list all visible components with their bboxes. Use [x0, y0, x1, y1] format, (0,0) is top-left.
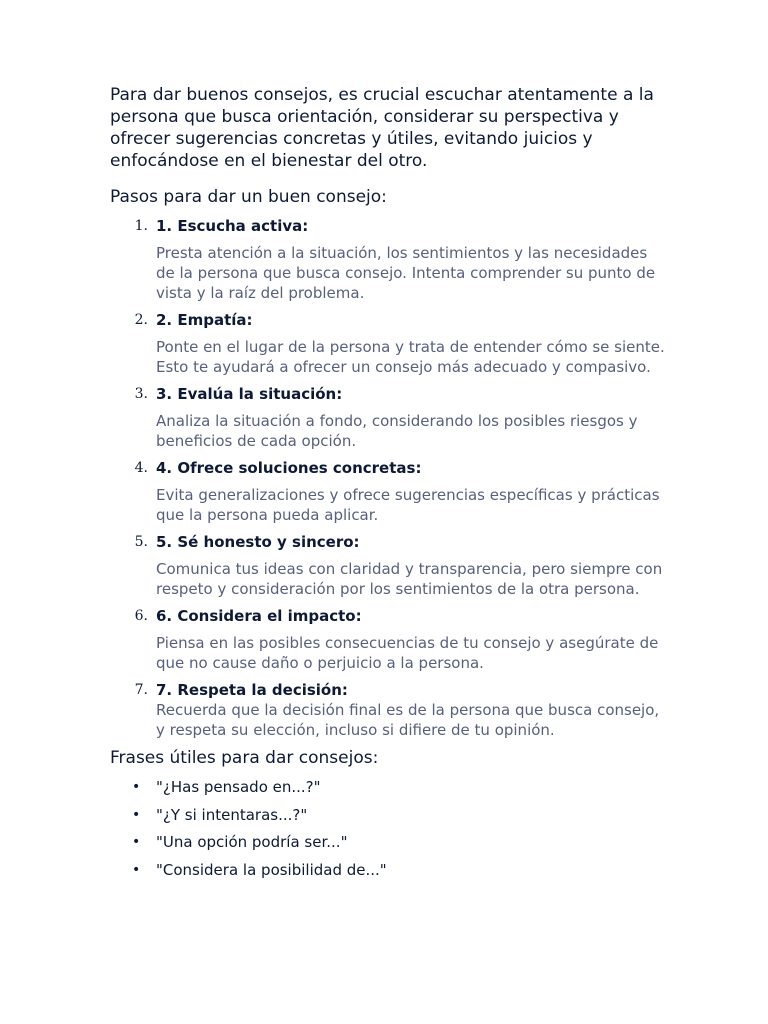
phrase-item [110, 777, 670, 797]
phrase-text: "Una opción podría ser..." [156, 833, 348, 851]
bullet-icon: • [132, 779, 141, 795]
step-item [110, 216, 670, 303]
phrases-list [110, 777, 670, 880]
phrase-item [110, 860, 670, 880]
step-description: Analiza la situación a fondo, considerando los posibles riesgos y beneficios de cada opción. [156, 412, 638, 450]
bullet-icon: • [132, 861, 141, 878]
step-title: 3. Evalúa la situación: [156, 385, 343, 403]
step-title: 7. Respeta la decisión: [156, 681, 348, 699]
step-title: 6. Considera el impacto: [156, 607, 362, 625]
step-description: Comunica tus ideas con claridad y transparencia, pero siempre con respeto y consideración por los sentimientos de la otra persona. [156, 560, 663, 598]
step-description: Piensa en las posibles consecuencias de tu consejo y asegúrate de que no cause daño o perjuicio a la persona. [156, 634, 659, 672]
step-title: 1. Escucha activa: [156, 217, 309, 235]
step-item [110, 458, 670, 525]
phrase-text: "¿Y si intentaras...?" [156, 805, 308, 824]
step-description: Evita generalizaciones y ofrece sugerencias específicas y prácticas que la persona pueda aplicar. [156, 486, 660, 524]
step-description: Recuerda que la decisión final es de la persona que busca consejo, y respeta su elección, incluso si difiere de tu opinión. [156, 701, 660, 739]
steps-heading: Pasos para dar un buen consejo: [110, 187, 387, 207]
bullet-icon: • [132, 806, 141, 823]
step-number: 5. [134, 534, 148, 550]
step-number: 2. [134, 312, 148, 328]
step-number: 7. [134, 682, 148, 698]
step-number: 6. [134, 608, 148, 624]
step-item [110, 606, 670, 673]
step-description: Presta atención a la situación, los sentimientos y las necesidades de la persona que busca consejo. Intenta comprender su punto de vista y la raíz del problema. [156, 244, 656, 302]
intro-paragraph: Para dar buenos consejos, es crucial escuchar atentamente a la persona que busca orientación, considerar su perspectiva y ofrecer sugerencias concretas y útiles, evitando juicios y enfocándose en el bienestar del otro. [110, 85, 654, 171]
step-number: 4. [134, 460, 148, 476]
step-title: 5. Sé honesto y sincero: [156, 533, 360, 551]
step-title: 2. Empatía: [156, 311, 253, 329]
phrase-item [110, 832, 670, 852]
step-item [110, 680, 670, 740]
step-number: 3. [134, 386, 148, 402]
bullet-icon: • [132, 834, 141, 850]
step-title: 4. Ofrece soluciones concretas: [156, 459, 422, 477]
step-item [110, 384, 670, 451]
phrases-heading: Frases útiles para dar consejos: [110, 748, 379, 768]
step-number: 1. [134, 218, 148, 234]
phrase-text: "Considera la posibilidad de..." [156, 860, 387, 879]
phrase-text: "¿Has pensado en...?" [156, 778, 321, 796]
steps-list [110, 216, 670, 740]
phrase-item [110, 805, 670, 825]
step-description: Ponte en el lugar de la persona y trata de entender cómo se siente. Esto te ayudará a ofrecer un consejo más adecuado y compasivo. [156, 338, 665, 376]
step-item [110, 310, 670, 377]
document-page [110, 84, 670, 887]
step-item [110, 532, 670, 599]
